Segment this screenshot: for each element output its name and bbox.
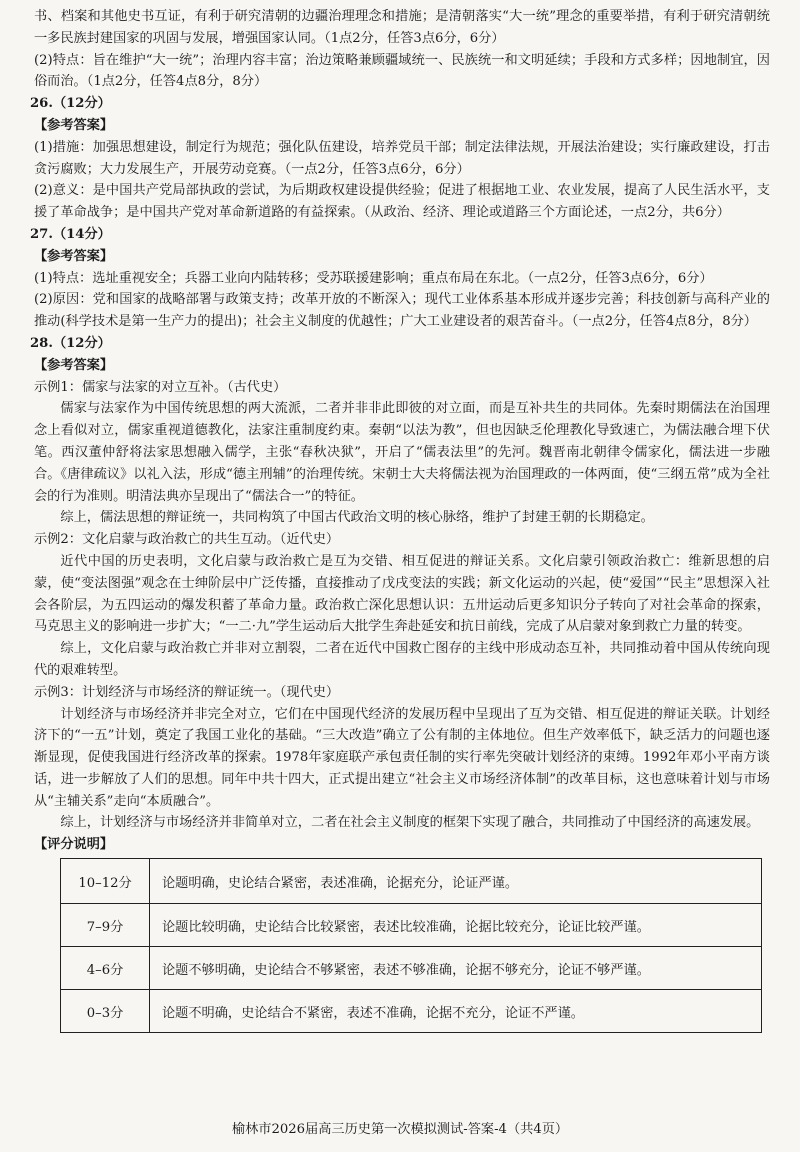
rubric-row (61, 859, 762, 904)
q26-answer-tag: 【参考答案】 (34, 117, 114, 133)
rubric-row (61, 947, 762, 990)
q28-number: 28.（12分） (30, 335, 111, 351)
example-1-body: 儒家与法家作为中国传统思想的两大流派，二者并非非此即彼的对立面，而是互补共生的共同体。先秦时期儒法在治国理念上看似对立，儒家重视道德教化，法家注重制度约束。秦朝“以法为教”，但也因缺乏伦理教化导致速亡，为儒法融合埋下伏笔。西汉董仲舒将法家思想融入儒学，主张“春秋决狱”，开启了“儒表法里”的先河。魏晋南北朝律令儒家化，儒法进一步融合。《唐律疏议》以礼入法，形成“德主刑辅”的治理传统。宋朝士大夫将儒法视为治国理政的一体两面，使“三纲五常”成为全社会的行为准则。明清法典亦呈现出了“儒法合一”的特征。 (34, 401, 770, 504)
rubric-desc: 论题明确，史论结合紧密，表述准确，论据充分，论证严谨。 (150, 859, 762, 904)
q27-number: 27.（14分） (30, 226, 111, 242)
rubric-desc: 论题不够明确，史论结合不够紧密，表述不够准确，论据不够充分，论证不够严谨。 (150, 947, 762, 990)
rubric-row (61, 990, 762, 1033)
rubric-table (60, 858, 762, 1033)
example-2-body: 近代中国的历史表明，文化启蒙与政治救亡是互为交错、相互促进的辩证关系。文化启蒙引领政治救亡：维新思想的启蒙，使“变法图强”观念在士绅阶层中广泛传播，直接推动了戊戌变法的实践；新文化运动的兴起，使“爱国”“民主”思想深入社会各阶层，为五四运动的爆发积蓄了革命力量。政治救亡深化思想认识：五卅运动后更多知识分子转向了对社会革命的探索，马克思主义的影响进一步扩大；“一二·九”学生运动后大批学生奔赴延安和抗日前线，完成了从启蒙对象到救亡力量的转变。 (34, 553, 770, 635)
example-1-summary: 综上，儒法思想的辩证统一，共同构筑了中国古代政治文明的核心脉络，维护了封建王朝的长期稳定。 (60, 510, 654, 526)
example-2-title: 示例2：文化启蒙与政治救亡的共生互动。（近代史） (34, 532, 340, 548)
rubric-score: 10–12分 (61, 859, 150, 904)
example-3-title: 示例3：计划经济与市场经济的辩证统一。（现代史） (34, 684, 340, 700)
q27-para-1: (1)特点：选址重视安全；兵器工业向内陆转移；受苏联援建影响；重点布局在东北。（一点2分，任答3点6分，6分） (34, 270, 713, 286)
q25-cont-para-1: 书、档案和其他史书互证，有利于研究清朝的边疆治理理念和措施；是清朝落实“大一统”理念的重要举措，有利于研究清朝统一多民族封建国家的巩固与发展，增强国家认同。（1点2分，任答3点6分，6分） (34, 9, 770, 46)
example-3-summary: 综上，计划经济与市场经济并非简单对立，二者在社会主义制度的框架下实现了融合，共同推动了中国经济的高速发展。 (60, 815, 760, 831)
q26-para-2: (2)意义：是中国共产党局部执政的尝试，为后期政权建设提供经验；促进了根据地工业、农业发展，提高了人民生活水平，支援了革命战争；是中国共产党对革命新道路的有益探索。（从政治、经济、理论或道路三个方面论述，一点2分，共6分） (34, 183, 770, 221)
q25-cont-para-2: (2)特点：旨在维护“大一统”；治理内容丰富；治边策略兼顾疆域统一、民族统一和文明延续；手段和方式多样；因地制宜，因俗而治。（1点2分，任答4点8分，8分） (34, 52, 770, 90)
rubric-row (61, 904, 762, 947)
rubric-score: 7–9分 (61, 904, 150, 947)
example-3-body: 计划经济与市场经济并非完全对立，它们在中国现代经济的发展历程中呈现出了互为交错、相互促进的辩证关联。计划经济下的“一五”计划，奠定了我国工业化的基础。“三大改造”确立了公有制的主体地位。但生产效率低下，缺乏活力的问题也逐渐显现，促使我国进行经济改革的探索。1978年家庭联产承包责任制的实行率先突破计划经济的束缚。1992年邓小平南方谈话，进一步解放了人们的思想。同年中共十四大，正式提出建立“社会主义市场经济体制”的改革目标，这也意味着计划与市场从“主辅关系”走向“本质融合”。 (34, 706, 770, 809)
rubric-desc: 论题比较明确，史论结合比较紧密，表述比较准确，论据比较充分，论证比较严谨。 (150, 904, 762, 947)
q26-para-1: (1)措施：加强思想建设，制定行为规范；强化队伍建设，培养党员干部；制定法律法规，开展法治建设；实行廉政建设，打击贪污腐败；大力发展生产，开展劳动竞赛。（一点2分，任答3点6分，6分） (34, 139, 770, 177)
rubric-score: 0–3分 (61, 990, 150, 1033)
q26-number: 26.（12分） (30, 96, 111, 112)
example-2-summary: 综上，文化启蒙与政治救亡并非对立割裂，二者在近代中国救亡图存的主线中形成动态互补，共同推动着中国从传统向现代的艰难转型。 (34, 641, 770, 678)
rubric-desc: 论题不明确，史论结合不紧密，表述不准确，论据不充分，论证不严谨。 (150, 990, 762, 1033)
q28-answer-tag: 【参考答案】 (34, 357, 114, 373)
example-1-title: 示例1：儒家与法家的对立互补。（古代史） (34, 379, 287, 395)
rubric-score: 4–6分 (61, 947, 150, 990)
q27-para-2: (2)原因：党和国家的战略部署与政策支持；改革开放的不断深入；现代工业体系基本形成并逐步完善；科技创新与高科产业的推动(科学技术是第一生产力的提出)；社会主义制度的优越性；广大工业建设者的艰苦奋斗。（一点2分，任答4点8分，8分） (34, 292, 770, 330)
rubric-tag: 【评分说明】 (34, 837, 114, 853)
page-footer: 榆林市2026届高三历史第一次模拟测试-答案-4（共4页） (231, 1122, 569, 1137)
q27-answer-tag: 【参考答案】 (34, 248, 114, 264)
